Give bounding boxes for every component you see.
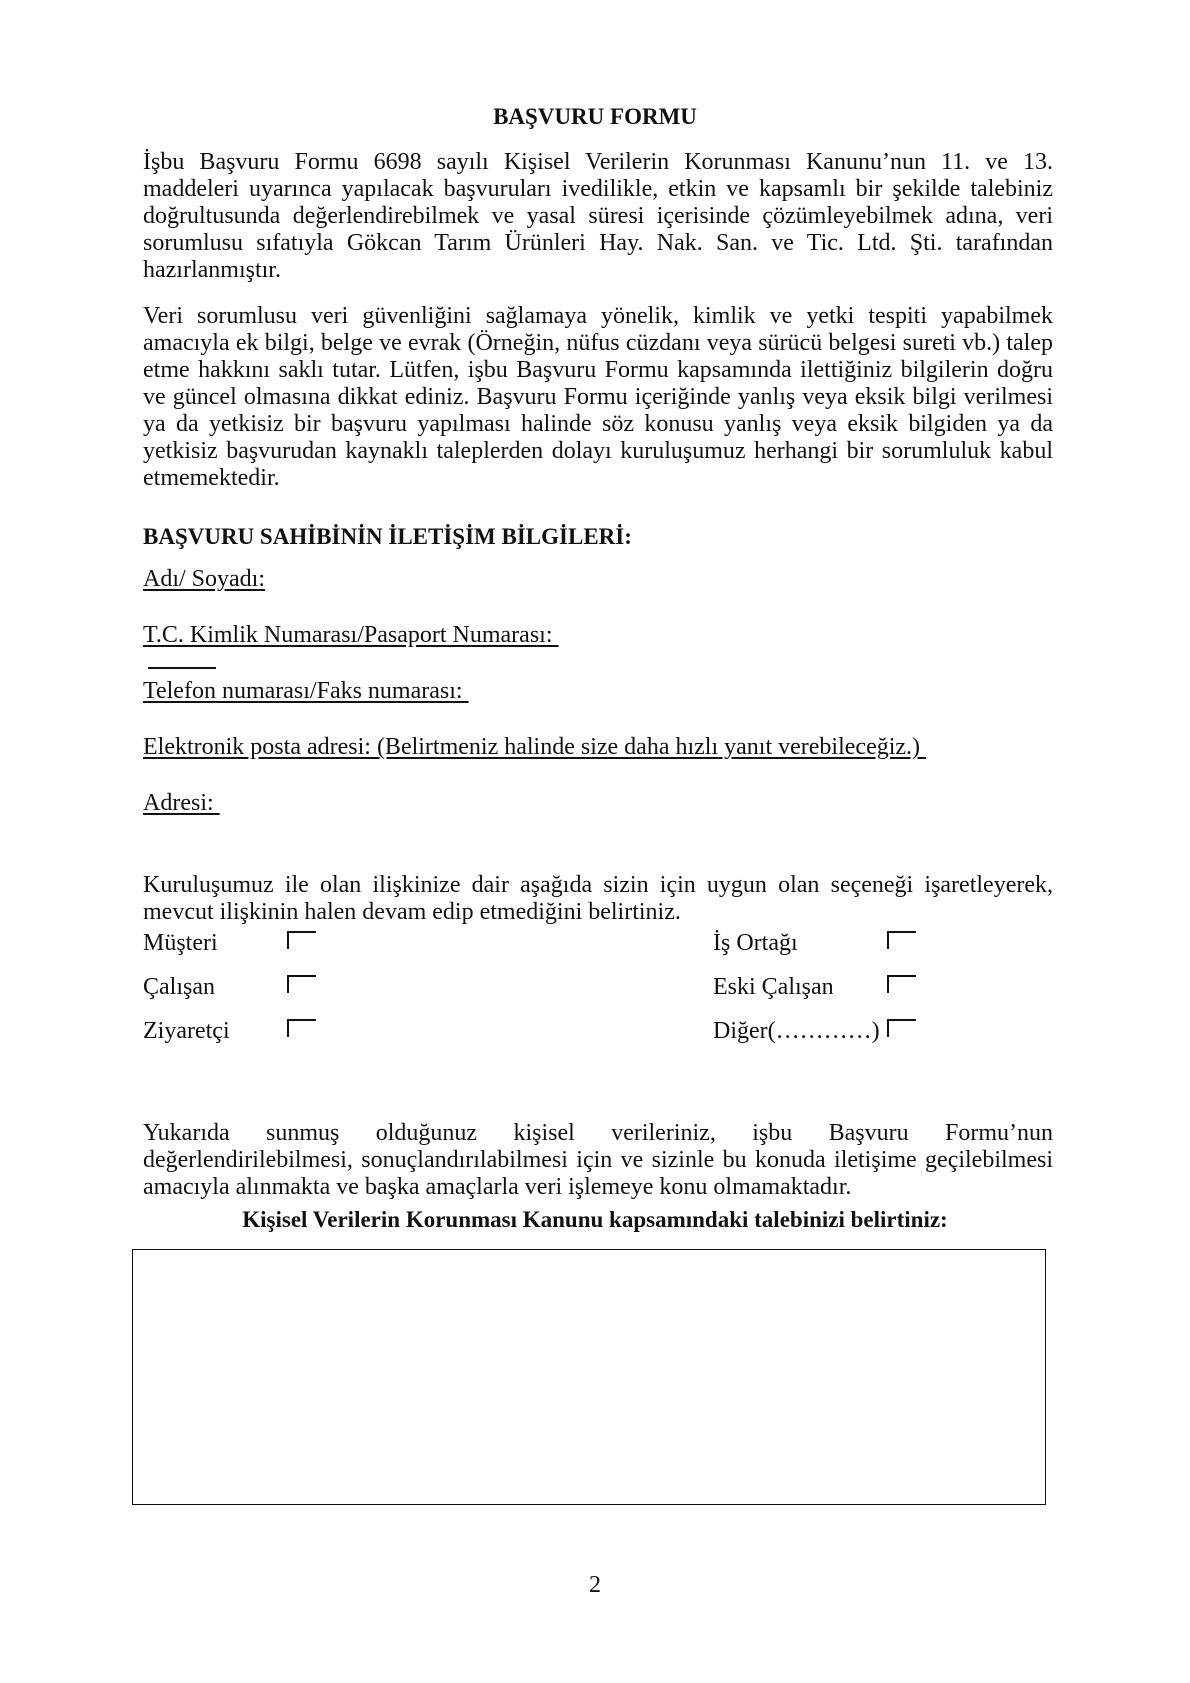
consent-first-line: Yukarıda sunmuş olduğunuz kişisel verileriniz, işbu Başvuru Formu’nun [143,1120,1053,1146]
address-field-label[interactable]: Adresi: [143,790,220,816]
consent-paragraph [143,1120,1053,1201]
phone-field-label[interactable]: Telefon numarası/Faks numarası: [143,678,469,704]
option-visitor-checkbox[interactable] [287,1019,316,1037]
option-visitor-label: Ziyaretçi [143,1018,230,1044]
intro-paragraph: İşbu Başvuru Formu 6698 sayılı Kişisel Verilerin Korunması Kanunu’nun 11. ve 13. maddeleri uyarınca yapılacak başvuruları ivedilikle, etkin ve kapsamlı bir şekilde talebiniz doğrultusunda değerlendirebilmek ve yasal süresi içerisinde çözümleyebilmek adına, veri sorumlusu sıfatıyla Gökcan Tarım Ürünleri Hay. Nak. San. ve Tic. Ltd. Şti. tarafından hazırlanmıştır. [143,149,1053,283]
name-field-label[interactable]: Adı/ Soyadı: [143,566,266,592]
option-other-label: Diğer(…………) [713,1018,880,1044]
option-employee-checkbox[interactable] [287,975,316,993]
request-title: Kişisel Verilerin Korunması Kanunu kapsamındaki talebinizi belirtiniz: [242,1207,948,1232]
option-former-employee-label: Eski Çalışan [713,974,834,1000]
option-business-partner-label: İş Ortağı [713,930,798,956]
option-business-partner-checkbox[interactable] [887,931,916,949]
email-field-label[interactable]: Elektronik posta adresi: (Belirtmeniz halinde size daha hızlı yanıt verebileceğiz.) [143,734,927,760]
id-number-blank-line [148,667,216,669]
request-text-area[interactable] [132,1249,1046,1505]
form-title: BAŞVURU FORMU [493,104,697,129]
option-former-employee-checkbox[interactable] [887,975,916,993]
relationship-instruction: Kuruluşumuz ile olan ilişkinize dair aşağıda sizin için uygun olan seçeneği işaretleyerek, mevcut ilişkinin halen devam edip etmediğini belirtiniz. [143,872,1053,925]
verification-paragraph: Veri sorumlusu veri güvenliğini sağlamaya yönelik, kimlik ve yetki tespiti yapabilmek amacıyla ek bilgi, belge ve evrak (Örneğin, nüfus cüzdanı veya sürücü belgesi sureti vb.) talep etme hakkını saklı tutar. Lütfen, işbu Başvuru Formu kapsamında ilettiğiniz bilgilerin doğru ve güncel olmasına dikkat ediniz. Başvuru Formu içeriğinde yanlış veya eksik bilgi verilmesi ya da yetkisiz bir başvuru yapılması halinde söz konusu yanlış veya eksik bilgiden ya da yetkisiz başvurudan kaynaklı taleplerden dolayı kuruluşumuz herhangi bir sorumluluk kabul etmemektedir. [143,303,1053,491]
option-customer-label: Müşteri [143,930,218,956]
consent-remaining-text: değerlendirilebilmesi, sonuçlandırılabilmesi için ve sizinle bu konuda iletişime geçilebilmesi amacıyla alınmakta ve başka amaçlarla veri işlemeye konu olmamaktadır. [143,1147,1053,1200]
contact-section-title: BAŞVURU SAHİBİNİN İLETİŞİM BİLGİLERİ: [143,524,632,549]
option-customer-checkbox[interactable] [287,931,316,949]
page-number: 2 [589,1572,601,1598]
id-number-field-label[interactable]: T.C. Kimlik Numarası/Pasaport Numarası: [143,622,559,648]
option-other-checkbox[interactable] [887,1019,916,1037]
option-employee-label: Çalışan [143,974,215,1000]
